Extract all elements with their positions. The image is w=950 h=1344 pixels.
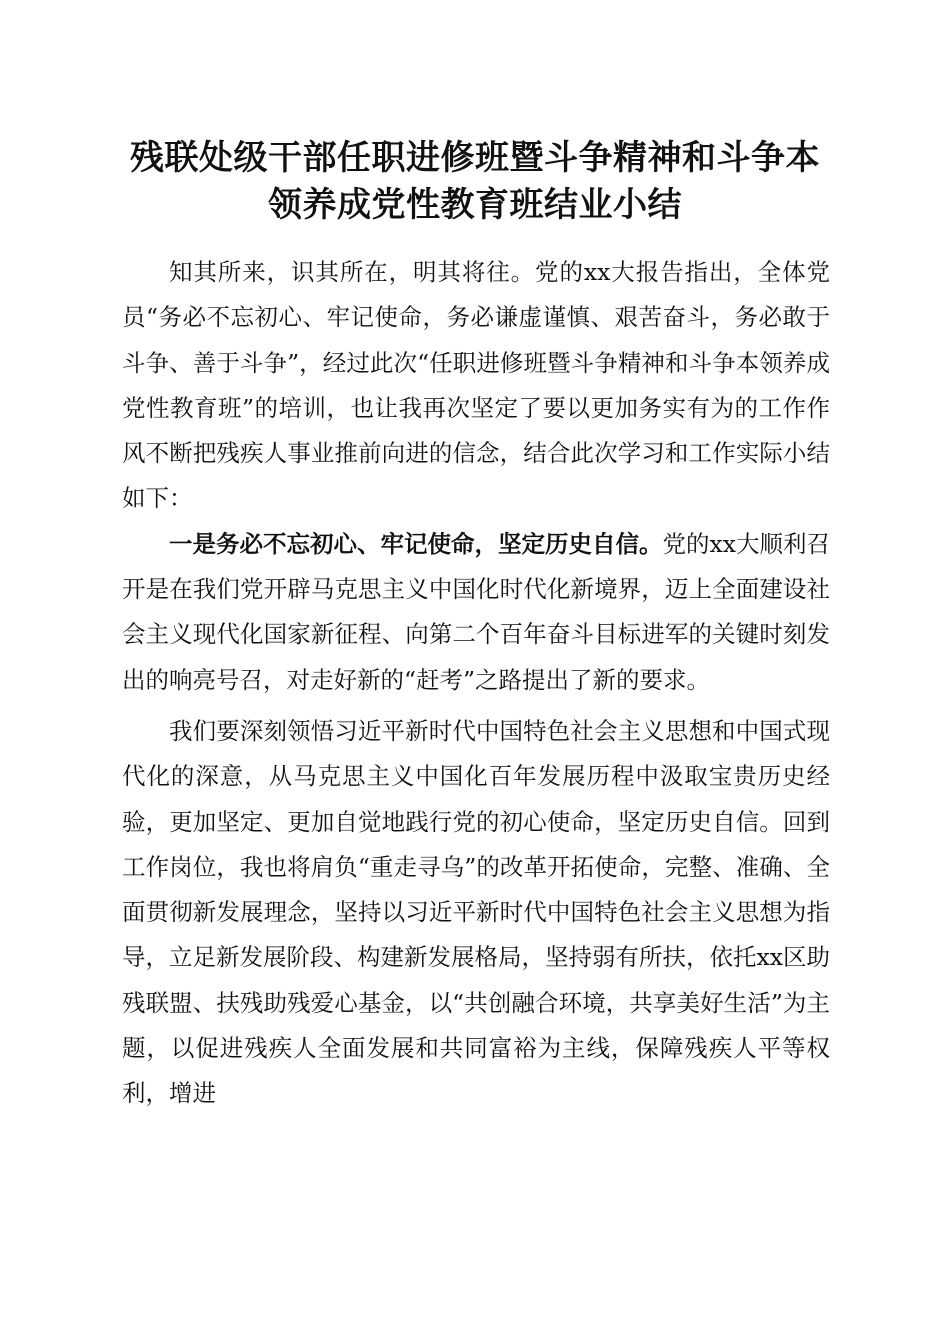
paragraph-intro bbox=[122, 250, 830, 522]
paragraph-text: 党的xx大顺利召开是在我们党开辟马克思主义中国化时代化新境界，迈上全面建设社会主义现代化国家新征程、向第二个百年奋斗目标进军的关键时刻发出的响亮号召，对走好新的“赶考”之路提出了新的要求。 bbox=[122, 529, 831, 694]
paragraph-lead: 一是务必不忘初心、牢记使命，坚定历史自信。 bbox=[169, 529, 663, 558]
document-body bbox=[122, 250, 830, 1117]
paragraph-elaboration bbox=[122, 709, 830, 1117]
title-line-2: 领养成党性教育班结业小结 bbox=[268, 185, 682, 225]
document-title bbox=[100, 135, 850, 229]
paragraph-point-one bbox=[122, 522, 830, 703]
paragraph-text: 知其所来，识其所在，明其将往。党的xx大报告指出，全体党员“务必不忘初心、牢记使命，务必谦虚谨慎、艰苦奋斗，务必敢于斗争、善于斗争”，经过此次“任职进修班暨斗争精神和斗争本领养成党性教育班”的培训，也让我再次坚定了要以更加务实有为的工作作风不断把残疾人事业推前向进的信念，结合此次学习和工作实际小结如下： bbox=[122, 258, 830, 513]
title-line-1: 残联处级干部任职进修班暨斗争精神和斗争本 bbox=[130, 138, 820, 178]
paragraph-text: 我们要深刻领悟习近平新时代中国特色社会主义思想和中国式现代化的深意，从马克思主义中国化百年发展历程中汲取宝贵历史经验，更加坚定、更加自觉地践行党的初心使命，坚定历史自信。回到工作岗位，我也将肩负“重走寻乌”的改革开拓使命，完整、准确、全面贯彻新发展理念，坚持以习近平新时代中国特色社会主义思想为指导，立足新发展阶段、构建新发展格局，坚持弱有所扶，依托xx区助残联盟、扶残助残爱心基金，以“共创融合环境，共享美好生活”为主题，以促进残疾人全面发展和共同富裕为主线，保障残疾人平等权利，增进 bbox=[122, 716, 831, 1108]
